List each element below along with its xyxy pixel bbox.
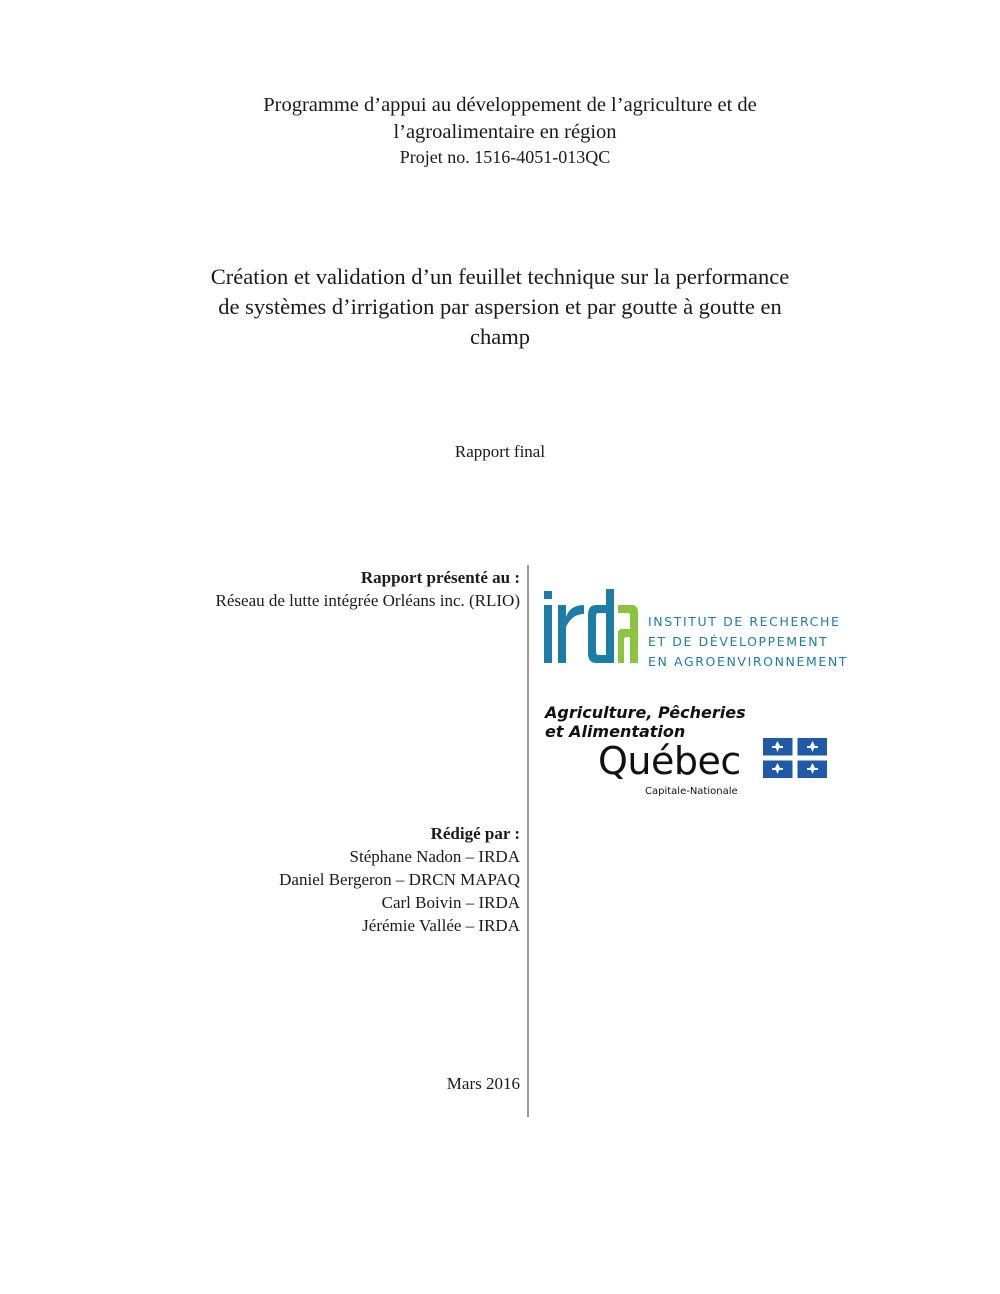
vertical-divider [527,565,529,1117]
program-line-2: l’agroalimentaire en région [393,121,617,143]
author-item: Carl Boivin – IRDA [381,893,520,912]
mapaq-line-2: et Alimentation [545,722,686,741]
irda-logo [540,587,640,672]
mapaq-line-1: Agriculture, Pêcheries [545,703,746,722]
irda-line-3: EN AGROENVIRONNEMENT [648,654,849,669]
presented-label: Rapport présenté au : [360,568,520,587]
report-date: Mars 2016 [446,1074,520,1093]
program-header [160,92,860,168]
mapaq-ministry-name [545,703,746,741]
presented-organization: Réseau de lutte intégrée Orléans inc. (RLIO) [215,591,520,610]
author-item: Daniel Bergeron – DRCN MAPAQ [279,870,520,889]
title-line-2: de systèmes d’irrigation par aspersion et par goutte à goutte en [218,294,782,319]
irda-wordmark-icon [540,587,640,667]
quebec-wordmark: Québec [598,739,741,783]
project-number: Projet no. 1516-4051-013QC [399,147,611,167]
irda-line-2: ET DE DÉVELOPPEMENT [648,634,829,649]
authors-label: Rédigé par : [430,824,520,843]
authors-block [279,822,520,937]
author-item: Jérémie Vallée – IRDA [362,916,520,935]
title-line-1: Création et validation d’un feuillet technique sur la performance [210,264,790,289]
quebec-flag-icon [763,738,827,783]
author-item: Stéphane Nadon – IRDA [349,847,520,866]
title-line-3: champ [470,324,530,349]
presented-to-block [216,566,520,612]
document-title [130,262,870,352]
irda-institute-name [648,612,848,672]
quebec-region: Capitale-Nationale [645,786,738,797]
report-type: Rapport final [454,442,546,461]
program-line-1: Programme d’appui au développement de l’agriculture et de [263,94,757,116]
irda-line-1: INSTITUT DE RECHERCHE [648,614,841,629]
